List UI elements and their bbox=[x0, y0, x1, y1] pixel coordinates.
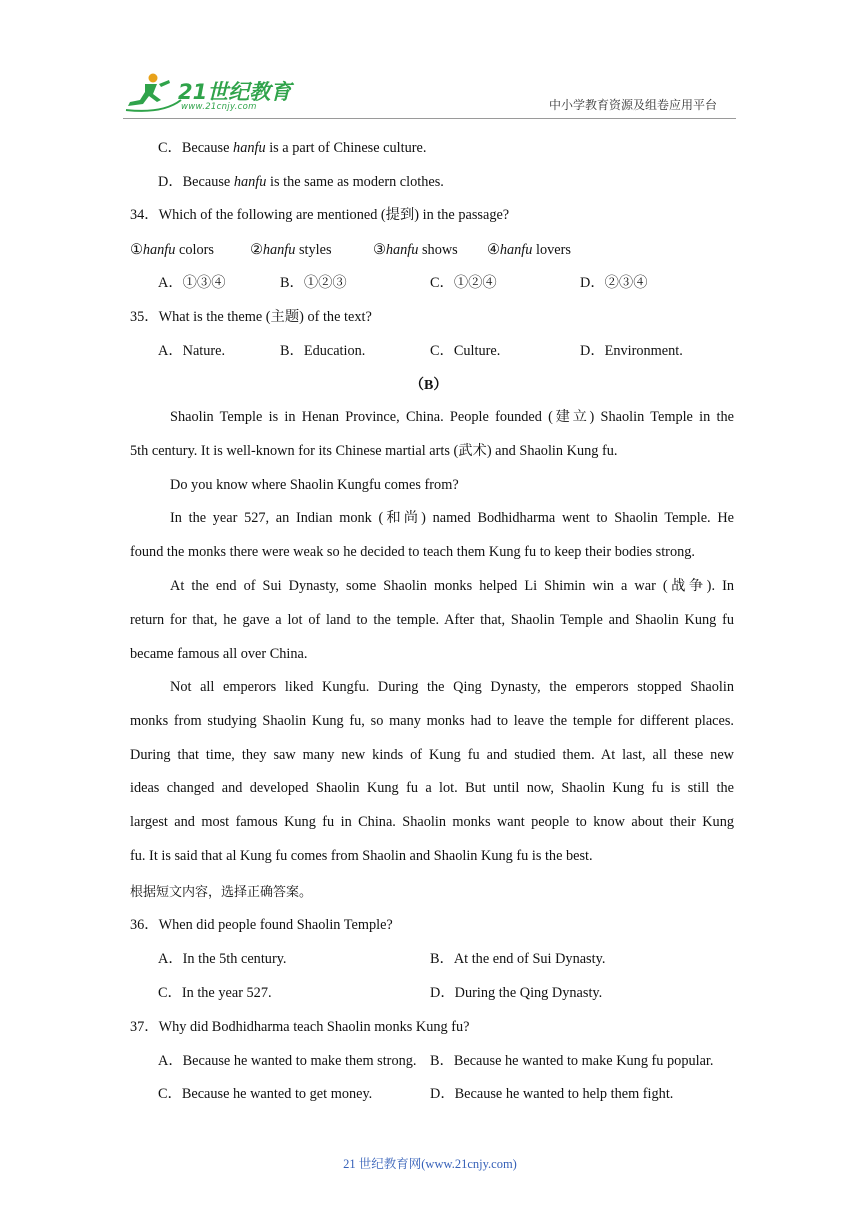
q33-option-c: C．Because hanfu is a part of Chinese culture. bbox=[158, 140, 427, 156]
q37-option-a: A．Because he wanted to make them strong. bbox=[158, 1053, 417, 1069]
q35-option-a: A．Nature. bbox=[158, 343, 226, 359]
q34-option-a: A．①③④ bbox=[158, 275, 226, 291]
logo-url-text: www.21cnjy.com bbox=[181, 102, 257, 112]
q37-option-d: D．Because he wanted to help them fight. bbox=[430, 1086, 674, 1102]
passage-paragraph-1: Shaolin Temple is in Henan Province, China. People founded (建立) Shaolin Temple in the 5th century. It is well-known for its Chinese martial arts (武术) and Shaolin Kung fu. bbox=[130, 409, 734, 459]
passage-paragraph-2: Do you know where Shaolin Kungfu comes from? bbox=[170, 477, 459, 493]
q35-option-d: D．Environment. bbox=[580, 343, 683, 359]
site-logo bbox=[123, 70, 293, 116]
q33-option-d: D．Because hanfu is the same as modern clothes. bbox=[158, 174, 444, 190]
q34-option-b: B．①②③ bbox=[280, 275, 347, 291]
passage-paragraph-3: In the year 527, an Indian monk (和尚) named Bodhidharma went to Shaolin Temple. He found the monks there were weak so he decided to teach them Kung fu to keep their bodies strong. bbox=[130, 510, 734, 560]
q34-item-1: ①hanfu colors bbox=[130, 242, 214, 258]
q35-option-b: B．Education. bbox=[280, 343, 366, 359]
q34-stem: 34．Which of the following are mentioned (提到) in the passage? bbox=[130, 207, 510, 223]
instruction-text: 根据短文内容，选择正确答案。 bbox=[130, 885, 313, 900]
q36-option-b: B．At the end of Sui Dynasty. bbox=[430, 951, 606, 967]
footer-link[interactable]: 21 世纪教育网(www.21cnjy.com) bbox=[343, 1157, 517, 1171]
passage-paragraph-5: Not all emperors liked Kungfu. During the Qing Dynasty, the emperors stopped Shaolin monks from studying Shaolin Kung fu, so many monks had to leave the temple for different places. During that time, they saw many new kinds of Kung fu and studied them. At last, all these new ideas changed and developed Shaolin Kung fu a lot. But until now, Shaolin Kung fu is still the largest and most famous Kung fu in China. Shaolin monks want people to know about their Kung fu. It is said that al Kung fu comes from Shaolin and Shaolin Kung fu is the best. bbox=[130, 679, 734, 864]
q37-stem: 37．Why did Bodhidharma teach Shaolin monks Kung fu? bbox=[130, 1019, 470, 1035]
q37-option-c: C．Because he wanted to get money. bbox=[158, 1086, 373, 1102]
section-b-title: （B） bbox=[410, 378, 448, 393]
q35-stem: 35．What is the theme (主题) of the text? bbox=[130, 309, 372, 325]
q36-stem: 36．When did people found Shaolin Temple? bbox=[130, 917, 393, 933]
q35-option-c: C．Culture. bbox=[430, 343, 501, 359]
logo-text: 21世纪教育 bbox=[178, 80, 292, 104]
q34-option-c: C．①②④ bbox=[430, 275, 497, 291]
q34-item-3: ③hanfu shows bbox=[373, 242, 458, 258]
q36-option-d: D．During the Qing Dynasty. bbox=[430, 985, 603, 1001]
header-platform-text: 中小学教育资源及组卷应用平台 bbox=[549, 98, 718, 112]
q36-option-a: A．In the 5th century. bbox=[158, 951, 287, 967]
q37-option-b: B．Because he wanted to make Kung fu popular. bbox=[430, 1053, 714, 1069]
passage-paragraph-4: At the end of Sui Dynasty, some Shaolin monks helped Li Shimin win a war (战争). In return for that, he gave a lot of land to the temple. After that, Shaolin Temple and Shaolin Kung fu became famous all over China. bbox=[130, 578, 734, 662]
q36-option-c: C．In the year 527. bbox=[158, 985, 272, 1001]
q34-item-2: ②hanfu styles bbox=[250, 242, 332, 258]
header-divider bbox=[123, 118, 736, 119]
q34-item-4: ④hanfu lovers bbox=[487, 242, 571, 258]
q34-option-d: D．②③④ bbox=[580, 275, 648, 291]
